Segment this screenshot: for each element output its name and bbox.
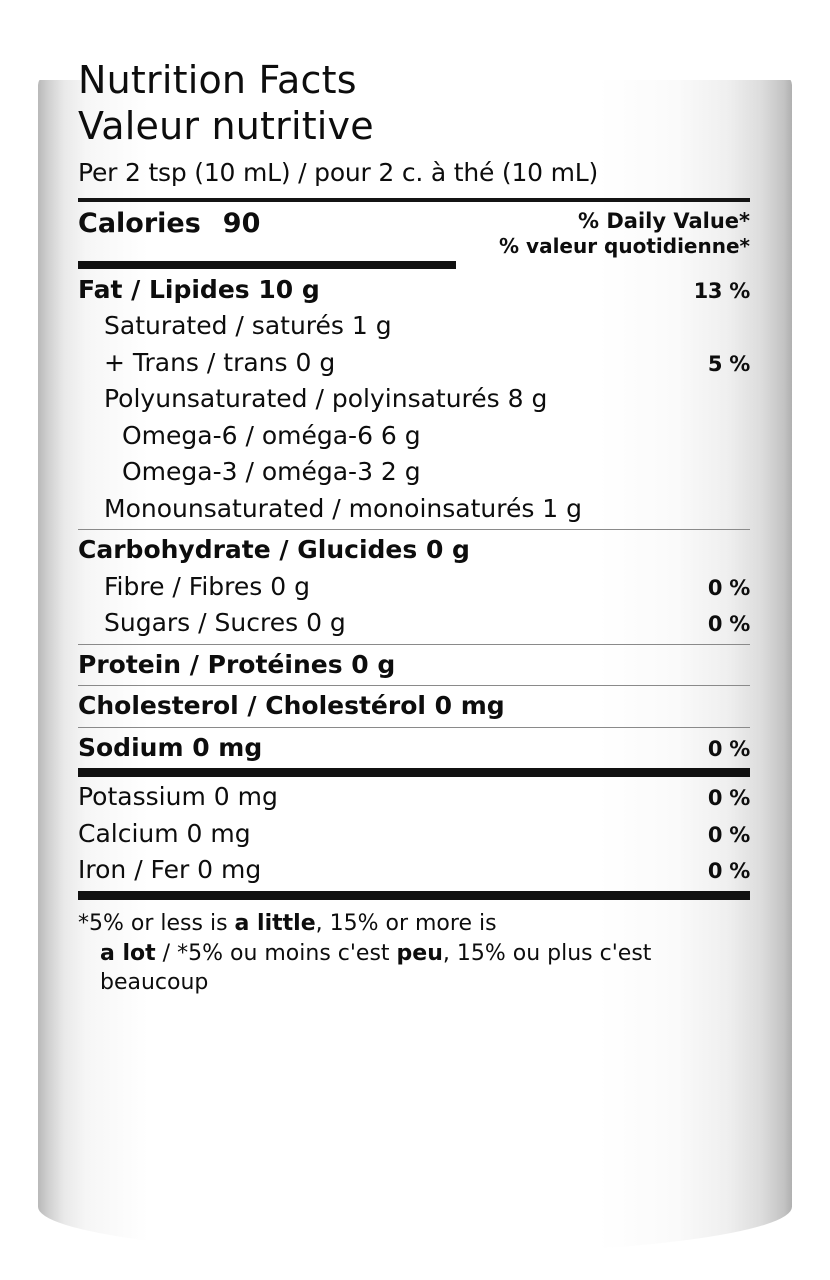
table-row	[78, 491, 750, 528]
row-label: Potassium 0 mg	[78, 782, 278, 812]
footnote-line2	[78, 939, 750, 969]
section-minerals	[78, 777, 750, 891]
row-percent: 0 %	[707, 859, 750, 884]
table-row	[78, 605, 750, 642]
row-label: Sugars / Sucres 0 g	[104, 608, 346, 638]
row-percent: 0 %	[707, 786, 750, 811]
row-label: Protein / Protéines 0 g	[78, 649, 396, 679]
footnote-line1-a: *5% or less is	[78, 910, 235, 936]
footnote-line3: beaucoup	[100, 970, 209, 996]
footnote	[78, 900, 750, 998]
table-row	[78, 345, 750, 382]
calories-underline-wrap	[78, 261, 750, 270]
serving-size: Per 2 tsp (10 mL) / pour 2 c. à thé (10 mL)	[78, 157, 599, 187]
footnote-line2-d: , 15% ou plus c'est	[442, 940, 652, 966]
row-label: Calcium 0 mg	[78, 818, 251, 848]
table-row	[78, 272, 750, 309]
row-percent: 0 %	[707, 575, 750, 600]
daily-value-header	[499, 208, 750, 259]
table-row	[78, 308, 750, 345]
row-label: Omega-3 / oméga-3 2 g	[122, 457, 421, 487]
table-row	[78, 381, 750, 418]
calories-row	[78, 202, 750, 261]
title-french: Valeur nutritive	[78, 103, 374, 148]
divider-minerals-top	[78, 768, 750, 777]
label-top-mask	[0, 0, 830, 52]
section-protein	[78, 645, 750, 686]
row-percent: 0 %	[707, 612, 750, 637]
footnote-line1-c: , 15% or more is	[315, 910, 497, 936]
table-row	[78, 454, 750, 491]
footnote-line1-b: a little	[234, 910, 316, 936]
row-label: Fibre / Fibres 0 g	[104, 571, 310, 601]
row-label: Cholesterol / Cholestérol 0 mg	[78, 691, 505, 721]
section-sodium	[78, 728, 750, 769]
table-row	[78, 532, 750, 569]
table-row	[78, 647, 750, 684]
table-row	[78, 688, 750, 725]
row-percent: 0 %	[707, 736, 750, 761]
calories-label: Calories	[78, 207, 201, 239]
table-row	[78, 730, 750, 767]
table-row	[78, 852, 750, 889]
row-percent: 5 %	[707, 351, 750, 376]
row-label: Polyunsaturated / polyinsaturés 8 g	[104, 384, 548, 414]
label-content	[78, 60, 750, 998]
divider-footnote-top	[78, 891, 750, 900]
row-percent: 0 %	[707, 822, 750, 847]
section-cholesterol	[78, 686, 750, 727]
footnote-line2-b: / *5% ou moins c'est	[155, 940, 397, 966]
row-label: Monounsaturated / monoinsaturés 1 g	[104, 493, 583, 523]
table-row	[78, 418, 750, 455]
row-percent: 13 %	[693, 278, 750, 303]
calories-left	[78, 208, 260, 239]
table-row	[78, 569, 750, 606]
row-label: Fat / Lipides 10 g	[78, 274, 320, 304]
row-label: + Trans / trans 0 g	[104, 347, 336, 377]
title-english: Nutrition Facts	[78, 58, 357, 102]
daily-value-header-fr: % valeur quotidienne*	[499, 233, 750, 258]
footnote-line2-c: peu	[396, 940, 443, 966]
daily-value-header-en: % Daily Value*	[578, 208, 750, 233]
section-fat	[78, 270, 750, 530]
row-label: Omega-6 / oméga-6 6 g	[122, 420, 421, 450]
section-carbohydrate	[78, 530, 750, 644]
row-label: Saturated / saturés 1 g	[104, 311, 392, 341]
label-bottom-mask	[0, 1252, 830, 1280]
table-row	[78, 779, 750, 816]
row-label: Iron / Fer 0 mg	[78, 855, 262, 885]
calories-value: 90	[222, 207, 261, 239]
table-row	[78, 816, 750, 853]
row-label: Carbohydrate / Glucides 0 g	[78, 535, 470, 565]
calories-underline	[78, 261, 456, 269]
row-label: Sodium 0 mg	[78, 732, 263, 762]
footnote-line2-a: a lot	[100, 940, 156, 966]
